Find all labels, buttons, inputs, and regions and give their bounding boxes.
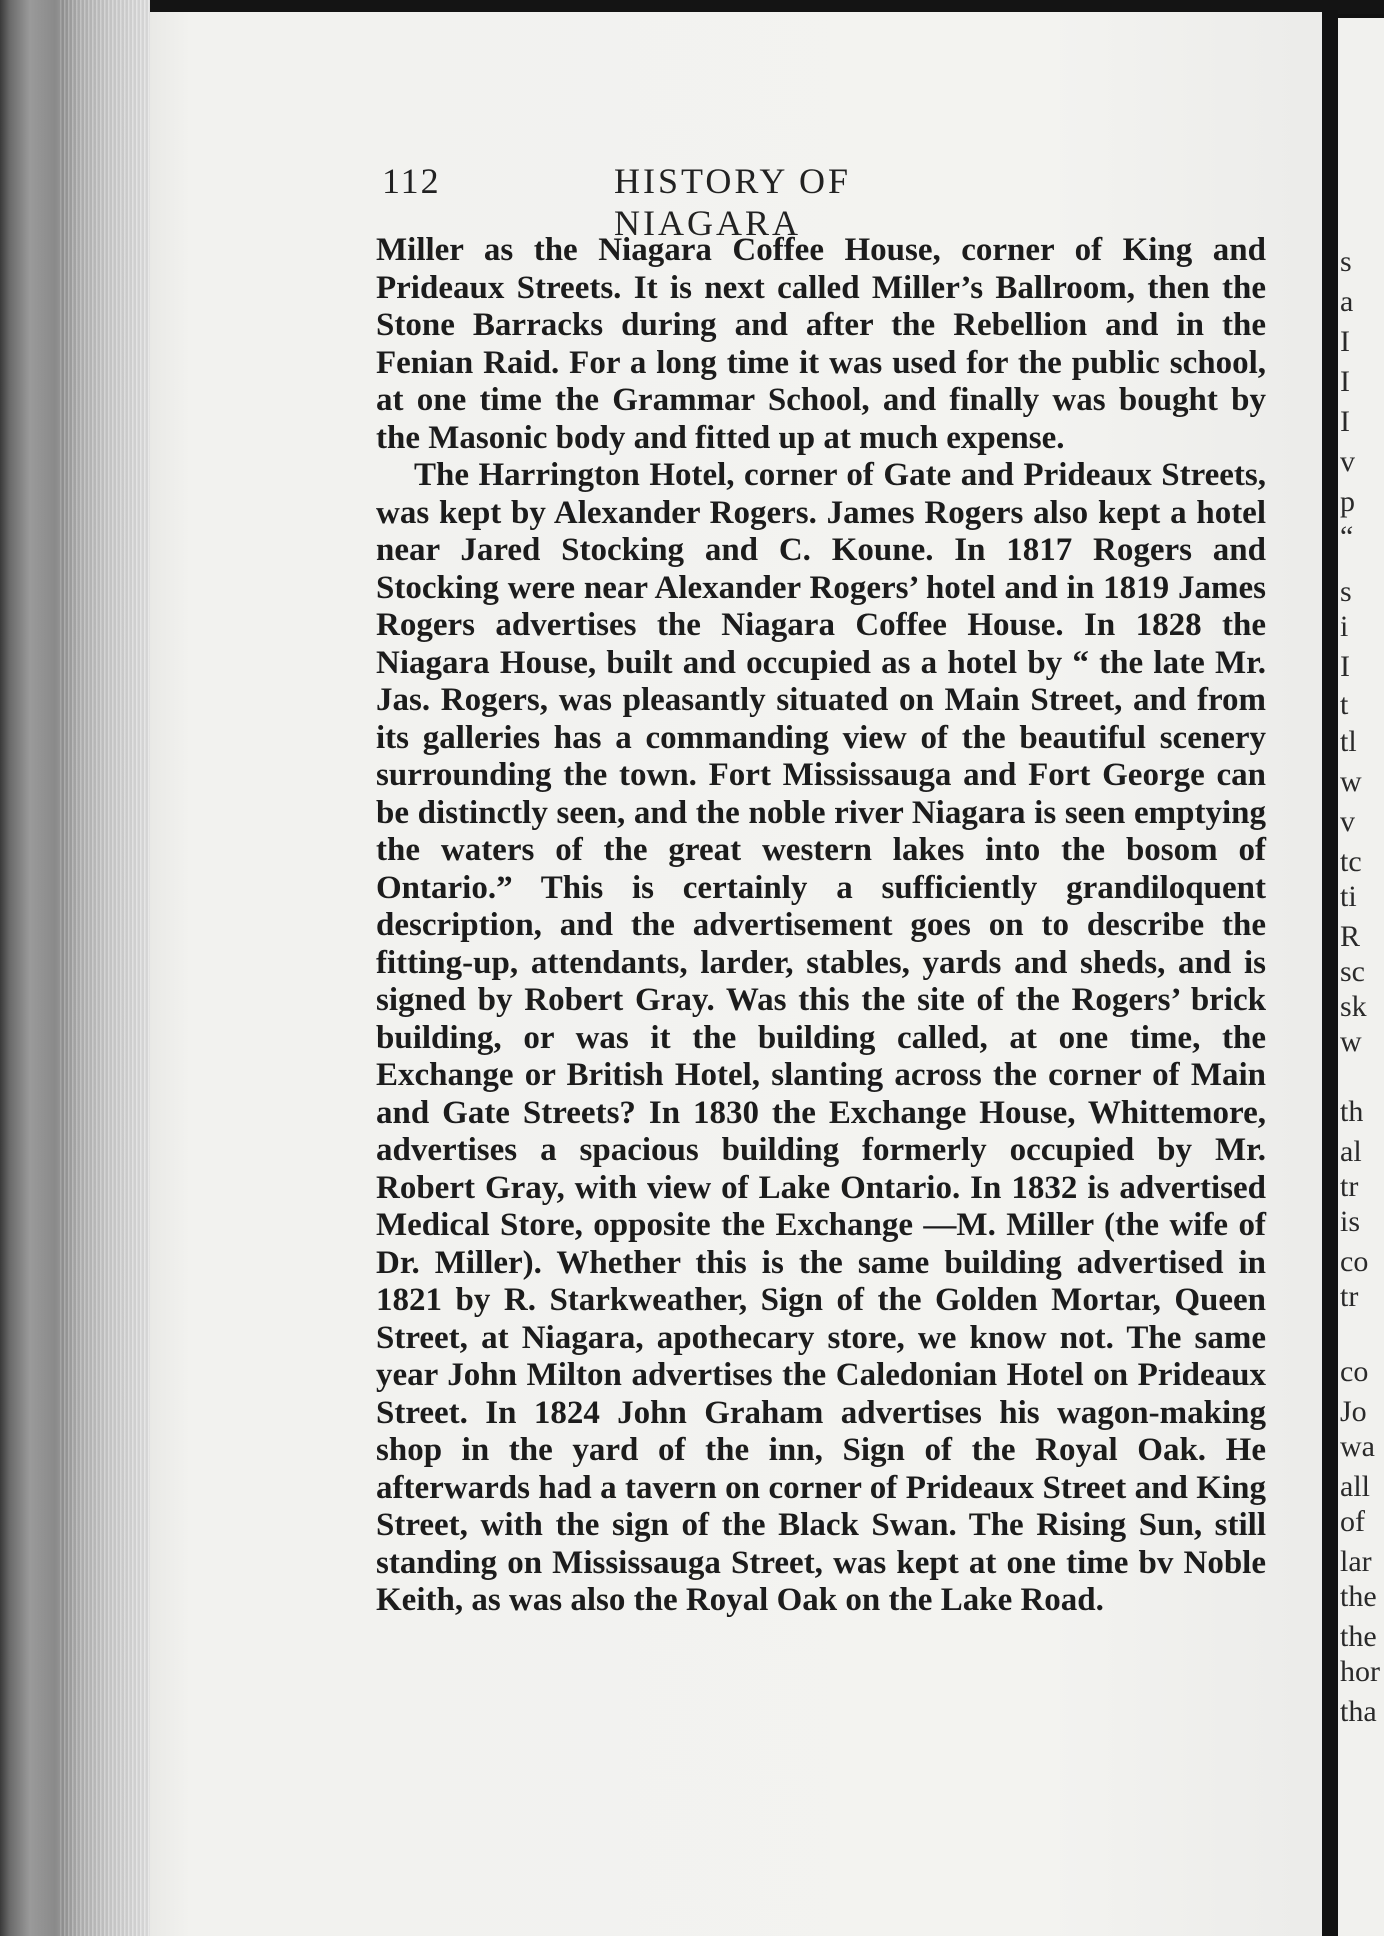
next-page-fragment: a [1340, 285, 1354, 318]
next-page-fragment: I [1340, 650, 1350, 683]
book-page-edges [0, 0, 150, 1936]
next-page-fragment: p [1340, 485, 1355, 518]
next-page-fragment: the [1340, 1580, 1377, 1613]
next-page-fragment: tc [1340, 845, 1362, 878]
paragraph-2: The Harrington Hotel, corner of Gate and Prideaux Streets, was kept by Alexander Rogers. James Rogers also kept a hotel near Jared Stocking and C. Koune. In 1817 Rogers and Stocking were near Alexander Rogers’ hotel and in 1819 James Rogers advertises the Niagara Coffee House. In 1828 the Niagara House, built and occupied as a hotel by “ the late Mr. Jas. Rogers, was pleasantly situated on Main Street, and from its galleries has a commanding view of the beautiful scenery surrounding the town. Fort Mississauga and Fort George can be distinctly seen, and the noble river Niagara is seen emptying the waters of the great western lakes into the bosom of Ontario.” This is certainly a sufficiently grandiloquent description, and the advertisement goes on to describe the fitting-up, attendants, larder, stables, yards and sheds, and is signed by Robert Gray. Was this the site of the Rogers’ brick building, or was it the building called, at one time, the Exchange or British Hotel, slanting across the corner of Main and Gate Streets? In 1830 the Exchange House, Whittemore, advertises a spacious building formerly occupied by Mr. Robert Gray, with view of Lake Ontario. In 1832 is advertised Medical Store, opposite the Exchange —M. Miller (the wife of Dr. Miller). Whether this is the same building advertised in 1821 by R. Starkweather, Sign of the Golden Mortar, Queen Street, at Niagara, apothecary store, we know not. The same year John Milton advertises the Caledonian Hotel on Prideaux Street. In 1824 John Graham advertises his wagon-making shop in the yard of the inn, Sign of the Royal Oak. He afterwards had a tavern on corner of Prideaux Street and King Street, with the sign of the Black Swan. The Rising Sun, still standing on Mississauga Street, was kept at one time bv Noble Keith, as was also the Royal Oak on the Lake Road. [376, 457, 1266, 1618]
next-page-fragment: all [1340, 1470, 1370, 1503]
next-page-fragment: Jo [1340, 1395, 1367, 1428]
next-page-fragment: R [1340, 920, 1361, 953]
next-page-sliver [1338, 18, 1384, 1936]
next-page-fragment: s [1340, 245, 1352, 278]
next-page-fragment: th [1340, 1095, 1364, 1128]
next-page-fragment: t [1340, 688, 1349, 721]
next-page-fragment: tr [1340, 1280, 1359, 1313]
next-page-fragment: co [1340, 1355, 1369, 1388]
next-page-fragment: w [1340, 765, 1362, 798]
next-page-fragment: w [1340, 1025, 1362, 1058]
paragraph-1: Miller as the Niagara Coffee House, corner of King and Prideaux Streets. It is next called Miller’s Ballroom, then the Stone Barracks during and after the Rebellion and in the Fenian Raid. For a long time it was used for the public school, at one time the Grammar School, and finally was bought by the Masonic body and fitted up at much expense. [376, 232, 1266, 456]
next-page-fragment: of [1340, 1505, 1365, 1538]
next-page-fragment: ti [1340, 880, 1357, 913]
next-page-fragment: tl [1340, 725, 1357, 758]
running-head [382, 160, 1042, 243]
next-page-fragment: co [1340, 1245, 1369, 1278]
running-head-title: HISTORY OF NIAGARA [614, 161, 852, 243]
next-page-fragment: “ [1340, 520, 1354, 553]
next-page-fragment: I [1340, 405, 1350, 438]
next-page-fragment: I [1340, 325, 1350, 358]
next-page-fragment: I [1340, 365, 1350, 398]
next-page-fragment: wa [1340, 1430, 1375, 1463]
book-gutter [1322, 10, 1338, 1936]
body-text [376, 232, 1266, 1620]
next-page-fragment: al [1340, 1135, 1362, 1168]
next-page-fragment: lar [1340, 1545, 1372, 1578]
next-page-fragment: hor [1340, 1655, 1380, 1688]
next-page-fragment: the [1340, 1620, 1377, 1653]
next-page-fragment: v [1340, 805, 1355, 838]
next-page-fragment: tr [1340, 1170, 1359, 1203]
page-number: 112 [382, 161, 441, 201]
next-page-fragment: sc [1340, 955, 1365, 988]
next-page-fragment: s [1340, 575, 1352, 608]
next-page-fragment: v [1340, 445, 1355, 478]
next-page-fragment: is [1340, 1205, 1361, 1238]
next-page-fragment: tha [1340, 1695, 1377, 1728]
next-page-fragment: i [1340, 610, 1349, 643]
next-page-fragment: sk [1340, 990, 1367, 1023]
